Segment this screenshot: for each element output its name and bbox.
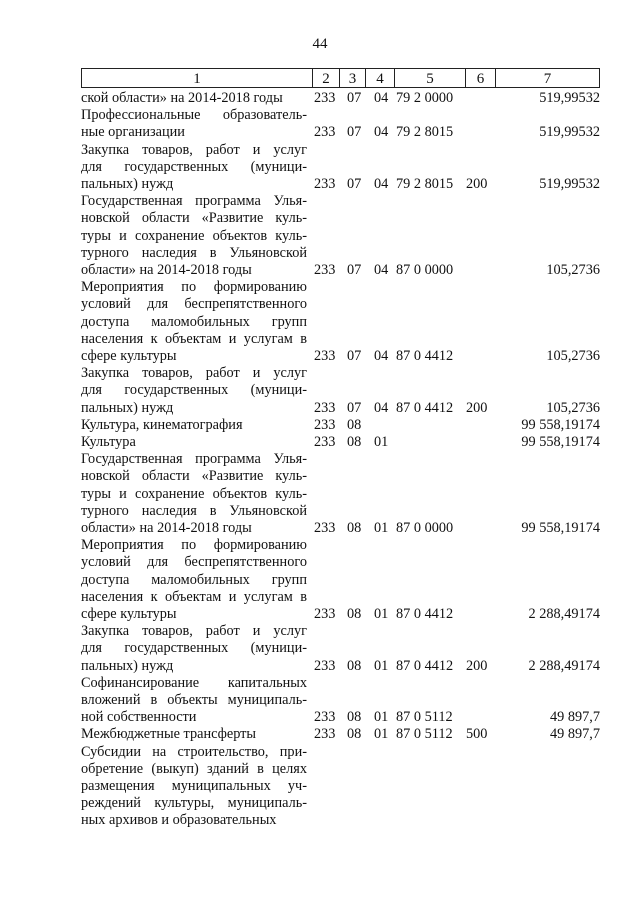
description-line: сфере культуры — [81, 348, 177, 364]
cell-c4: 04 — [374, 261, 389, 278]
description-line: Закупка товаров, работ и услуг — [81, 141, 307, 158]
row-description — [81, 434, 307, 451]
description-line: ной собственности — [81, 709, 197, 726]
row-description — [81, 623, 307, 675]
description-line: ные организации — [81, 124, 185, 141]
description-line: сфере культуры — [81, 606, 177, 622]
cell-c3: 08 — [347, 416, 362, 433]
row-description — [81, 142, 307, 194]
cell-c3: 08 — [347, 726, 362, 743]
description-line: новской области «Развитие куль- — [81, 210, 307, 227]
cell-c2: 233 — [314, 90, 336, 106]
description-line: пальных) нужд — [81, 399, 174, 416]
cell-c2: 233 — [314, 347, 336, 364]
description-line: реждений культуры, муниципаль- — [81, 795, 307, 812]
cell-c3: 07 — [347, 175, 362, 192]
cell-c4: 01 — [374, 434, 389, 450]
cell-c5: 87 0 4412 — [396, 399, 454, 416]
description-line: Закупка товаров, работ и услуг — [81, 365, 307, 382]
table-row — [0, 193, 640, 279]
cell-c5: 87 0 0000 — [396, 519, 454, 536]
description-line: новской области «Развитие куль- — [81, 468, 307, 485]
cell-c6: 500 — [466, 726, 488, 743]
cell-c2: 233 — [314, 434, 336, 450]
description-line: ных архивов и образовательных — [81, 812, 277, 829]
description-line: Мероприятия по формированию — [81, 537, 307, 554]
cell-c4: 04 — [374, 347, 389, 364]
cell-c3: 08 — [347, 519, 362, 536]
row-description — [81, 537, 307, 623]
cell-c2: 233 — [314, 605, 336, 622]
row-description — [81, 365, 307, 417]
row-description — [81, 279, 307, 365]
header-col-2: 2 — [313, 68, 340, 88]
description-line: туры и сохранение объектов куль- — [81, 485, 307, 502]
cell-c4: 04 — [374, 399, 389, 416]
cell-c4: 01 — [374, 726, 389, 743]
table-row — [0, 675, 640, 727]
header-col-5: 5 — [395, 68, 466, 88]
header-col-1: 1 — [81, 68, 313, 88]
description-line: Культура — [81, 434, 136, 450]
table-row — [0, 365, 640, 417]
cell-c7: 2 288,49174 — [528, 605, 600, 622]
table-row — [0, 279, 640, 365]
cell-c7: 105,2736 — [546, 261, 600, 278]
description-line: области» на 2014-2018 годы — [81, 520, 252, 536]
description-line: вложений в объекты муниципаль- — [81, 692, 307, 708]
description-line: Культура, кинематография — [81, 416, 243, 433]
cell-c2: 233 — [314, 657, 336, 674]
row-description — [81, 417, 307, 434]
cell-c6: 200 — [466, 399, 488, 416]
cell-c7: 519,99532 — [539, 175, 600, 192]
header-col-3: 3 — [340, 68, 366, 88]
table-row — [0, 623, 640, 675]
cell-c4: 01 — [374, 519, 389, 536]
description-line: туры и сохранение объектов куль- — [81, 227, 307, 244]
table-row — [0, 90, 640, 107]
cell-c5: 87 0 4412 — [396, 605, 454, 622]
cell-c3: 07 — [347, 399, 362, 416]
row-description — [81, 451, 307, 537]
cell-c3: 08 — [347, 434, 362, 450]
cell-c3: 07 — [347, 90, 362, 106]
description-line: для государственных (муници- — [81, 382, 307, 399]
cell-c3: 08 — [347, 709, 362, 726]
row-description — [81, 90, 307, 107]
cell-c5: 79 2 0000 — [396, 90, 454, 106]
header-col-7: 7 — [496, 68, 600, 88]
table-row — [0, 726, 640, 743]
cell-c2: 233 — [314, 519, 336, 536]
cell-c4: 04 — [374, 175, 389, 192]
description-line: условий для беспрепятственного — [81, 554, 307, 571]
cell-c7: 105,2736 — [546, 347, 600, 364]
table-row — [0, 537, 640, 623]
description-line: Софинансирование капитальных — [81, 674, 307, 691]
description-line: ской области» на 2014-2018 годы — [81, 90, 283, 106]
cell-c7: 99 558,19174 — [521, 434, 600, 450]
cell-c7: 2 288,49174 — [528, 657, 600, 674]
description-line: доступа маломобильных групп — [81, 313, 307, 330]
cell-c5: 79 2 8015 — [396, 124, 454, 141]
cell-c4: 01 — [374, 657, 389, 674]
description-line: турного наследия в Ульяновской — [81, 502, 307, 519]
row-description — [81, 675, 307, 727]
description-line: Межбюджетные трансферты — [81, 726, 257, 743]
description-line: пальных) нужд — [81, 657, 174, 674]
description-line: Государственная программа Улья- — [81, 451, 307, 468]
description-line: Мероприятия по формированию — [81, 279, 307, 296]
cell-c6: 200 — [466, 175, 488, 192]
cell-c2: 233 — [314, 261, 336, 278]
table-row — [0, 744, 640, 830]
cell-c3: 08 — [347, 605, 362, 622]
description-line: доступа маломобильных групп — [81, 571, 307, 588]
description-line: Субсидии на строительство, при- — [81, 743, 307, 760]
table-row — [0, 434, 640, 451]
cell-c7: 519,99532 — [539, 124, 600, 141]
cell-c2: 233 — [314, 726, 336, 743]
description-line: для государственных (муници- — [81, 158, 307, 175]
description-line: области» на 2014-2018 годы — [81, 262, 252, 278]
cell-c2: 233 — [314, 124, 336, 141]
description-line: Закупка товаров, работ и услуг — [81, 623, 307, 640]
cell-c7: 99 558,19174 — [521, 519, 600, 536]
row-description — [81, 193, 307, 279]
description-line: турного наследия в Ульяновской — [81, 244, 307, 261]
cell-c2: 233 — [314, 709, 336, 726]
cell-c5: 87 0 4412 — [396, 347, 454, 364]
cell-c3: 07 — [347, 261, 362, 278]
cell-c3: 08 — [347, 657, 362, 674]
row-description — [81, 726, 307, 743]
row-description — [81, 744, 307, 830]
cell-c4: 04 — [374, 124, 389, 141]
cell-c5: 87 0 4412 — [396, 657, 454, 674]
description-line: для государственных (муници- — [81, 640, 307, 657]
cell-c7: 99 558,19174 — [521, 416, 600, 433]
cell-c5: 87 0 5112 — [396, 709, 453, 726]
cell-c5: 87 0 5112 — [396, 726, 453, 743]
cell-c4: 01 — [374, 709, 389, 726]
cell-c6: 200 — [466, 657, 488, 674]
cell-c2: 233 — [314, 416, 336, 433]
description-line: Государственная программа Улья- — [81, 193, 307, 210]
description-line: населения к объектам и услугам в — [81, 588, 307, 605]
page-number: 44 — [312, 36, 328, 52]
description-line: обретение (выкуп) зданий в целях — [81, 760, 307, 777]
cell-c7: 105,2736 — [546, 399, 600, 416]
cell-c4: 01 — [374, 605, 389, 622]
cell-c5: 79 2 8015 — [396, 175, 454, 192]
cell-c3: 07 — [347, 347, 362, 364]
row-description — [81, 107, 307, 141]
cell-c7: 49 897,7 — [549, 726, 600, 743]
cell-c5: 87 0 0000 — [396, 261, 454, 278]
table-row — [0, 417, 640, 434]
description-line: условий для беспрепятственного — [81, 296, 307, 313]
table-row — [0, 142, 640, 194]
header-col-6: 6 — [466, 68, 496, 88]
header-col-4: 4 — [366, 68, 395, 88]
cell-c2: 233 — [314, 399, 336, 416]
cell-c7: 519,99532 — [539, 90, 600, 106]
cell-c4: 04 — [374, 90, 389, 106]
description-line: населения к объектам и услугам в — [81, 330, 307, 347]
description-line: Профессиональные образователь- — [81, 107, 307, 124]
table-row — [0, 107, 640, 141]
cell-c7: 49 897,7 — [549, 709, 600, 726]
cell-c3: 07 — [347, 124, 362, 141]
description-line: размещения муниципальных уч- — [81, 778, 307, 794]
cell-c2: 233 — [314, 175, 336, 192]
description-line: пальных) нужд — [81, 176, 174, 192]
table-row — [0, 451, 640, 537]
